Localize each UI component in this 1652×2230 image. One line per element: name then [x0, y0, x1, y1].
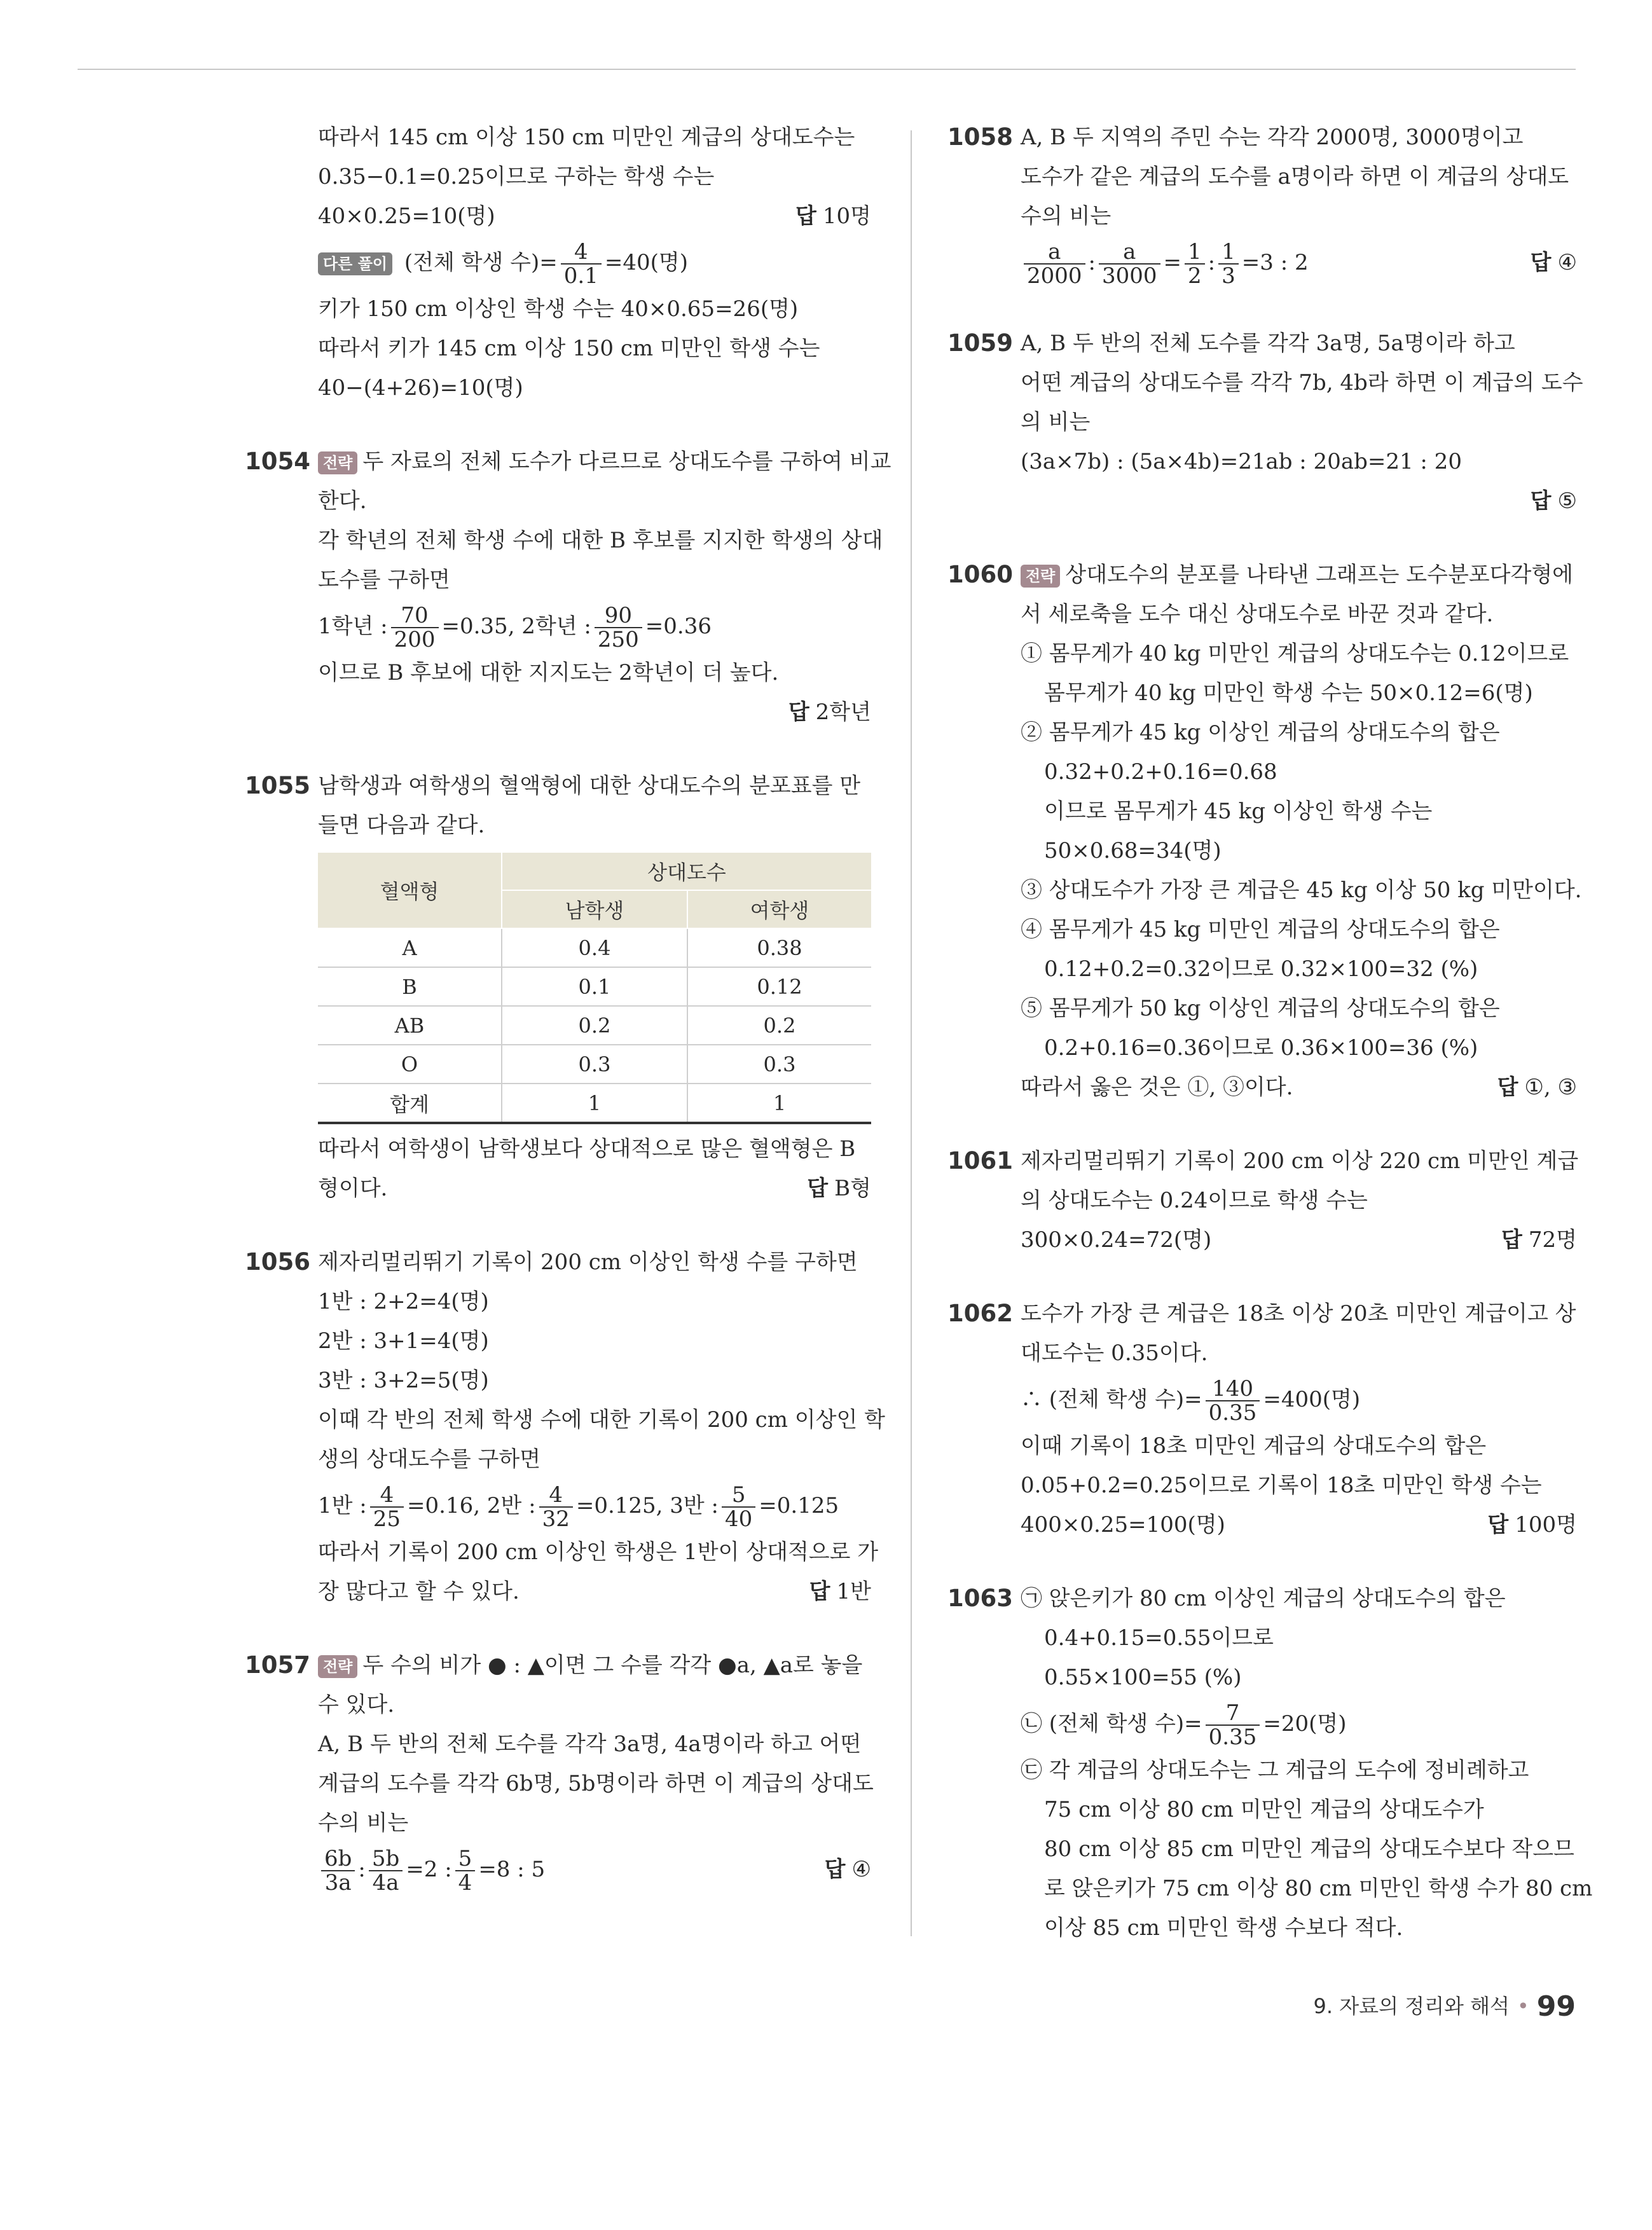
- fraction-line: [245, 1843, 871, 1896]
- strategy-badge: 전략: [318, 451, 357, 474]
- text-line: 따라서 키가 145 cm 이상 150 cm 미만인 학생 수는: [318, 336, 820, 361]
- alternate-solution-line: [318, 236, 871, 289]
- table-header-female: 여학생: [687, 890, 871, 928]
- text: =40(명): [604, 250, 688, 275]
- text-line: 어떤 계급의 상대도수를 각각 7b, 4b라 하면 이 계급의 도수: [1021, 370, 1583, 396]
- relative-frequency-table: [318, 853, 871, 1124]
- fraction: [1099, 240, 1160, 287]
- text-line: 의 비는: [1021, 410, 1091, 435]
- denominator: 2: [1188, 263, 1202, 289]
- fraction: [391, 604, 439, 651]
- numerator: 70: [391, 604, 439, 628]
- fraction-line: [947, 236, 1577, 289]
- text-line: 80 cm 이상 85 cm 미만인 계급의 상대도수보다 작으므: [1044, 1836, 1574, 1862]
- text-line: 제자리멀리뛰기 기록이 200 cm 이상 220 cm 미만인 계급: [1021, 1148, 1579, 1174]
- text-line: 제자리멀리뛰기 기록이 200 cm 이상인 학생 수를 구하면: [318, 1249, 858, 1275]
- answer-line: [947, 1505, 1577, 1545]
- problem-number: 1059: [947, 329, 1013, 357]
- problem-number: 1061: [947, 1147, 1013, 1174]
- table-header-male: 남학생: [502, 890, 687, 928]
- answer-value: B형: [834, 1176, 871, 1201]
- text-line: [245, 442, 891, 481]
- answer: [795, 196, 871, 236]
- table-header-relative: 상대도수: [502, 853, 871, 890]
- text: 400×0.25=100(명): [1021, 1512, 1225, 1538]
- answer-value: ①, ③: [1524, 1075, 1577, 1100]
- answer-value: 72명: [1528, 1227, 1577, 1253]
- text: :: [358, 1857, 366, 1882]
- top-rule: [78, 69, 1576, 70]
- text-line: 수의 비는: [1021, 203, 1112, 229]
- fraction: [370, 1483, 404, 1531]
- solution-1059: [947, 324, 1583, 521]
- solution-1060: [947, 555, 1582, 1107]
- solution-1061: [947, 1141, 1577, 1260]
- text-line: 이때 기록이 18초 미만인 계급의 상대도수의 합은: [1021, 1433, 1487, 1459]
- problem-number: 1055: [245, 772, 310, 799]
- answer-value: ④: [1557, 250, 1577, 275]
- table-row: [318, 1045, 871, 1084]
- solution-1056: [245, 1242, 885, 1611]
- text: =0.16, 2반 :: [407, 1493, 536, 1518]
- text-line: 0.32+0.2+0.16=0.68: [1044, 759, 1277, 785]
- text-line: ㉠ 앉은키가 80 cm 이상인 계급의 상대도수의 합은: [1021, 1586, 1506, 1611]
- text-line: 이므로 B 후보에 대한 지지도는 2학년이 더 높다.: [318, 660, 779, 685]
- fraction: [1206, 1377, 1260, 1424]
- answer: [1501, 1220, 1577, 1260]
- footer-dot: •: [1517, 1994, 1529, 2018]
- answer: [809, 1572, 871, 1611]
- text-line: A, B 두 반의 전체 도수를 각각 3a명, 4a명이라 하고 어떤: [318, 1731, 862, 1757]
- table-cell: 0.12: [687, 967, 871, 1006]
- answer-label: 답: [1501, 1227, 1522, 1253]
- table-header-type: 혈액형: [318, 853, 502, 928]
- text-line: [245, 1646, 871, 1685]
- text: 1학년 :: [318, 614, 388, 639]
- text: =2 :: [406, 1857, 452, 1882]
- denominator: 4: [458, 1870, 472, 1896]
- answer-line: [318, 196, 871, 236]
- text: 두 수의 비가 ● : ▲이면 그 수를 각각 ●a, ▲a로 놓을: [362, 1653, 863, 1678]
- answer-label: 답: [788, 699, 809, 725]
- denominator: 250: [597, 627, 639, 652]
- text-line: ㉢ 각 계급의 상대도수는 그 계급의 도수에 정비례하고: [1021, 1758, 1529, 1783]
- answer-line: [245, 1169, 871, 1208]
- table-cell: 0.2: [687, 1006, 871, 1045]
- answer-value: 1반: [836, 1579, 871, 1604]
- chapter-title: 9. 자료의 정리와 해석: [1313, 1994, 1510, 2018]
- text-line: ③ 상대도수가 가장 큰 계급은 45 kg 이상 50 kg 미만이다.: [1021, 878, 1582, 903]
- fraction: [321, 1847, 355, 1894]
- text-line: 0.4+0.15=0.55이므로: [1044, 1625, 1274, 1651]
- answer-value: ⑤: [1557, 488, 1577, 514]
- text: 형이다.: [318, 1176, 388, 1201]
- text-line: 수의 비는: [318, 1810, 409, 1836]
- numerator: 5: [722, 1483, 755, 1508]
- answer-line: [947, 1220, 1577, 1260]
- strategy-badge: 전략: [1021, 565, 1060, 588]
- solution-1054: [245, 442, 891, 732]
- text: 두 자료의 전체 도수가 다르므로 상대도수를 구하여 비교: [362, 449, 891, 474]
- text-line: ② 몸무게가 45 kg 이상인 계급의 상대도수의 합은: [1021, 720, 1500, 745]
- fraction: [539, 1483, 573, 1531]
- text-line: 서 세로축을 도수 대신 상대도수로 바꾼 것과 같다.: [1021, 602, 1494, 627]
- answer-label: 답: [1530, 250, 1552, 275]
- table-row: [318, 967, 871, 1006]
- numerator: a: [1024, 240, 1085, 265]
- text-line: 각 학년의 전체 학생 수에 대한 B 후보를 지지한 학생의 상대: [318, 528, 883, 553]
- answer-label: 답: [809, 1579, 830, 1604]
- text-line: 0.35−0.1=0.25이므로 구하는 학생 수는: [318, 164, 715, 189]
- text-line: 대도수는 0.35이다.: [1021, 1340, 1208, 1366]
- problem-number: 1062: [947, 1300, 1013, 1327]
- denominator: 0.35: [1208, 1724, 1257, 1750]
- text-line: 로 앉은키가 75 cm 이상 80 cm 미만인 학생 수가 80 cm: [1044, 1876, 1593, 1901]
- answer-line: [245, 692, 871, 732]
- numerator: 4: [561, 240, 602, 265]
- table-row-total: [318, 1084, 871, 1123]
- fraction: [1218, 240, 1239, 287]
- fraction-line: [245, 600, 871, 653]
- solution-1053-continued: [245, 118, 871, 408]
- denominator: 25: [373, 1506, 401, 1532]
- column-divider: [911, 130, 912, 1936]
- problem-number: 1057: [245, 1651, 310, 1679]
- answer: [807, 1169, 871, 1208]
- fraction: [595, 604, 642, 651]
- numerator: 90: [595, 604, 642, 628]
- denominator: 3: [1222, 263, 1236, 289]
- fraction-line: [947, 1373, 1577, 1426]
- text-line: 남학생과 여학생의 혈액형에 대한 상대도수의 분포표를 만: [318, 773, 861, 799]
- strategy-badge: 전략: [318, 1655, 357, 1678]
- numerator: a: [1099, 240, 1160, 265]
- alt-solution-badge: 다른 풀이: [318, 252, 392, 275]
- text-line: ⑤ 몸무게가 50 kg 이상인 계급의 상대도수의 합은: [1021, 996, 1500, 1021]
- text: 300×0.24=72(명): [1021, 1227, 1212, 1253]
- fraction: [1206, 1702, 1260, 1749]
- numerator: 4: [539, 1483, 573, 1508]
- answer-value: ④: [851, 1857, 871, 1882]
- table-cell: 0.3: [502, 1045, 687, 1084]
- problem-number: 1056: [245, 1248, 310, 1276]
- fraction-line: [245, 1479, 871, 1532]
- problem-number: 1058: [947, 123, 1013, 151]
- text-line: 1반 : 2+2=4(명): [318, 1289, 489, 1314]
- answer-value: 2학년: [815, 699, 871, 725]
- text-line: 3반 : 3+2=5(명): [318, 1368, 489, 1393]
- text-line: A, B 두 반의 전체 도수를 각각 3a명, 5a명이라 하고: [1021, 331, 1515, 356]
- answer-label: 답: [824, 1857, 846, 1882]
- table-cell: B: [318, 967, 502, 1006]
- table-cell: 0.2: [502, 1006, 687, 1045]
- denominator: 40: [725, 1506, 753, 1532]
- denominator: 0.35: [1208, 1400, 1257, 1426]
- fraction: [455, 1847, 476, 1894]
- fraction: [369, 1847, 403, 1894]
- answer-label: 답: [1487, 1512, 1509, 1538]
- text-line: 한다.: [318, 488, 367, 514]
- text-line: A, B 두 지역의 주민 수는 각각 2000명, 3000명이고: [1021, 125, 1524, 150]
- denominator: 200: [394, 627, 436, 652]
- text: =20(명): [1263, 1711, 1347, 1737]
- answer-label: 답: [1497, 1075, 1518, 1100]
- solution-1062: [947, 1294, 1577, 1545]
- text-line: ① 몸무게가 40 kg 미만인 계급의 상대도수는 0.12이므로: [1021, 641, 1569, 666]
- answer-label: 답: [795, 203, 816, 229]
- text: =8 : 5: [478, 1857, 546, 1882]
- text: ㉡ (전체 학생 수)=: [1021, 1711, 1202, 1737]
- fraction-line: [947, 1697, 1577, 1751]
- numerator: 5b: [369, 1847, 403, 1871]
- text-line: 2반 : 3+1=4(명): [318, 1328, 489, 1354]
- text: :: [1208, 250, 1216, 275]
- fraction: [722, 1483, 755, 1531]
- numerator: 6b: [321, 1847, 355, 1871]
- fraction: [561, 240, 602, 287]
- text-line: 의 상대도수는 0.24이므로 학생 수는: [1021, 1188, 1368, 1213]
- text: (전체 학생 수)=: [404, 250, 558, 275]
- text: =: [1163, 250, 1182, 275]
- numerator: 140: [1206, 1377, 1260, 1401]
- text-line: 0.05+0.2=0.25이므로 기록이 18초 미만인 학생 수는: [1021, 1473, 1542, 1498]
- solution-1063: [947, 1579, 1593, 1948]
- table-cell: 0.3: [687, 1045, 871, 1084]
- table-cell: O: [318, 1045, 502, 1084]
- answer: [1531, 236, 1577, 289]
- table-cell: AB: [318, 1006, 502, 1045]
- text: :: [1088, 250, 1096, 275]
- denominator: 3000: [1102, 263, 1157, 289]
- text: =0.35, 2학년 :: [441, 614, 591, 639]
- solution-1055: [245, 766, 871, 1208]
- text-line: 키가 150 cm 이상인 학생 수는 40×0.65=26(명): [318, 296, 799, 322]
- denominator: 0.1: [563, 263, 598, 289]
- text: =0.125: [759, 1493, 839, 1518]
- text-line: (3a×7b) : (5a×4b)=21ab : 20ab=21 : 20: [1021, 449, 1462, 474]
- left-column: [245, 118, 891, 1896]
- denominator: 4a: [372, 1870, 399, 1896]
- text: =400(명): [1263, 1387, 1361, 1412]
- solution-1057: [245, 1646, 874, 1896]
- text-line: 도수를 구하면: [318, 567, 450, 593]
- text: 1반 :: [318, 1493, 367, 1518]
- answer-value: 10명: [822, 203, 871, 229]
- text-line: 수 있다.: [318, 1692, 395, 1717]
- text: =0.36: [645, 614, 712, 639]
- table-cell: 합계: [318, 1084, 502, 1123]
- table-cell: 1: [687, 1084, 871, 1123]
- denominator: 32: [542, 1506, 570, 1532]
- answer: [1531, 481, 1577, 521]
- text: 따라서 옳은 것은 ①, ③이다.: [1021, 1075, 1293, 1100]
- text-line: [947, 555, 1577, 595]
- text-line: 0.55×100=55 (%): [1044, 1665, 1242, 1690]
- text-line: ④ 몸무게가 45 kg 미만인 계급의 상대도수의 합은: [1021, 917, 1500, 942]
- answer-label: 답: [1530, 488, 1552, 514]
- table-row: [318, 1006, 871, 1045]
- text-line: 생의 상대도수를 구하면: [318, 1447, 541, 1472]
- answer: [788, 692, 871, 732]
- solution-1058: [947, 118, 1577, 289]
- text: =3 : 2: [1241, 250, 1309, 275]
- problem-number: 1054: [245, 448, 310, 475]
- text: 장 많다고 할 수 있다.: [318, 1579, 520, 1604]
- text-line: 따라서 기록이 200 cm 이상인 학생은 1반이 상대적으로 가: [318, 1539, 879, 1565]
- denominator: 3a: [324, 1870, 352, 1896]
- numerator: 5: [455, 1847, 476, 1871]
- text-line: 따라서 145 cm 이상 150 cm 미만인 계급의 상대도수는: [318, 125, 855, 150]
- text-line: 0.12+0.2=0.32이므로 0.32×100=32 (%): [1044, 956, 1478, 982]
- table-cell: 0.4: [502, 928, 687, 967]
- text-line: 0.2+0.16=0.36이므로 0.36×100=36 (%): [1044, 1035, 1478, 1061]
- answer: [1497, 1068, 1577, 1107]
- text-line: 들면 다음과 같다.: [318, 813, 485, 838]
- text: =0.125, 3반 :: [575, 1493, 719, 1518]
- answer-line: [947, 481, 1577, 521]
- text-line: 40−(4+26)=10(명): [318, 375, 523, 401]
- answer-value: 100명: [1515, 1512, 1577, 1538]
- text: ∴ (전체 학생 수)=: [1021, 1387, 1202, 1412]
- page-number: 99: [1536, 1990, 1576, 2023]
- table-cell: 0.38: [687, 928, 871, 967]
- page-footer: [1314, 1990, 1576, 2023]
- answer-line: [245, 1572, 871, 1611]
- fraction: [1185, 240, 1205, 287]
- answer: [1487, 1505, 1577, 1545]
- text-line: 따라서 여학생이 남학생보다 상대적으로 많은 혈액형은 B: [318, 1136, 856, 1162]
- numerator: 1: [1185, 240, 1205, 265]
- answer-line: [947, 1068, 1577, 1107]
- text: 상대도수의 분포를 나타낸 그래프는 도수분포다각형에: [1065, 562, 1574, 588]
- text-line: 이때 각 반의 전체 학생 수에 대한 기록이 200 cm 이상인 학: [318, 1407, 885, 1433]
- problem-number: 1060: [947, 561, 1013, 588]
- text-line: 75 cm 이상 80 cm 미만인 계급의 상대도수가: [1044, 1797, 1484, 1822]
- table-cell: A: [318, 928, 502, 967]
- problem-number: 1063: [947, 1585, 1013, 1612]
- text-line: 도수가 같은 계급의 도수를 a명이라 하면 이 계급의 상대도: [1021, 164, 1569, 189]
- text-line: 50×0.68=34(명): [1044, 838, 1222, 864]
- text-line: 도수가 가장 큰 계급은 18초 이상 20초 미만인 계급이고 상: [1021, 1301, 1576, 1326]
- table-cell: 0.1: [502, 967, 687, 1006]
- answer: [825, 1843, 871, 1896]
- text: 40×0.25=10(명): [318, 203, 495, 229]
- text-line: 계급의 도수를 각각 6b명, 5b명이라 하면 이 계급의 상대도: [318, 1771, 874, 1796]
- table-cell: 1: [502, 1084, 687, 1123]
- right-column: [947, 118, 1593, 1948]
- text-line: 이므로 몸무게가 45 kg 이상인 학생 수는: [1044, 799, 1433, 824]
- numerator: 4: [370, 1483, 404, 1508]
- numerator: 1: [1218, 240, 1239, 265]
- table-row: [318, 928, 871, 967]
- answer-label: 답: [807, 1176, 829, 1201]
- fraction: [1024, 240, 1085, 287]
- text-line: 몸무게가 40 kg 미만인 학생 수는 50×0.12=6(명): [1044, 680, 1533, 706]
- denominator: 2000: [1027, 263, 1082, 289]
- numerator: 7: [1206, 1702, 1260, 1726]
- text-line: 이상 85 cm 미만인 학생 수보다 적다.: [1044, 1915, 1403, 1941]
